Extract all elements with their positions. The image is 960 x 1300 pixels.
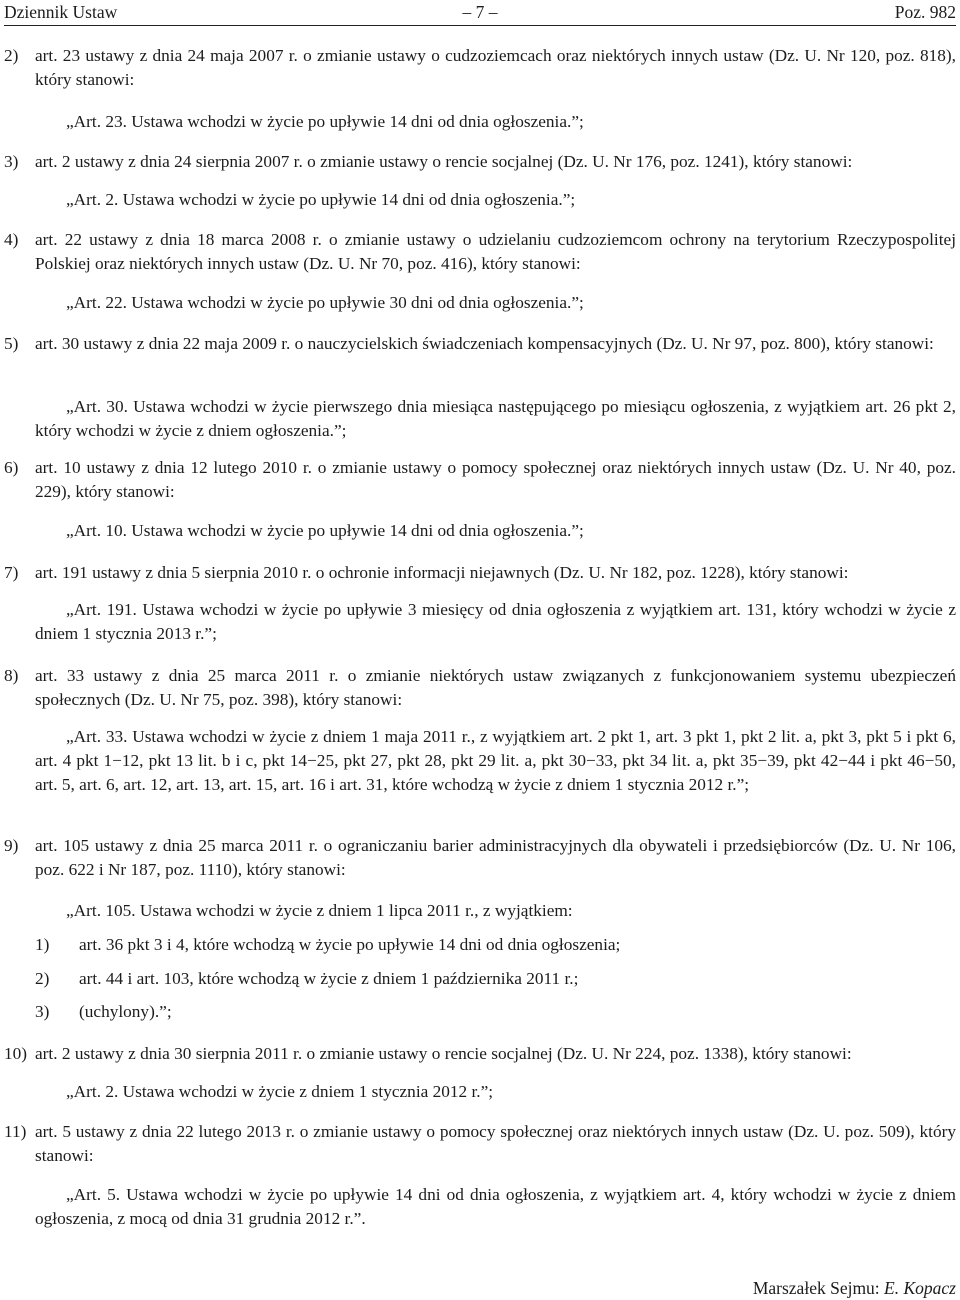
item-number: 3) (4, 152, 19, 171)
item-number: 6) (4, 458, 19, 477)
signature (753, 1276, 956, 1300)
item-number: 11) (4, 1122, 27, 1141)
quote-text: „Art. 10. Ustawa wchodzi w życie po upływie 14 dni od dnia ogłoszenia.”; (66, 521, 584, 540)
quote-text: „Art. 5. Ustawa wchodzi w życie po upływie 14 dni od dnia ogłoszenia, z wyjątkiem art. 4, który wchodzi w życie z dniem ogłoszenia, z mocą od dnia 31 grudnia 2012 r.”. (35, 1185, 956, 1228)
quote-text: „Art. 2. Ustawa wchodzi w życie po upływie 14 dni od dnia ogłoszenia.”; (66, 190, 576, 209)
item-text: art. 2 ustawy z dnia 30 sierpnia 2011 r. o zmianie ustawy o rencie socjalnej (Dz. U. Nr 224, poz. 1338), który stanowi: (35, 1044, 852, 1063)
item-text: art. 105 ustawy z dnia 25 marca 2011 r. o ograniczaniu barier administracyjnych dla obywateli i przedsiębiorców (Dz. U. Nr 106, poz. 622 i Nr 187, poz. 1110), który stanowi: (35, 836, 956, 879)
page-number: – 7 – (462, 2, 498, 22)
quote-text: „Art. 33. Ustawa wchodzi w życie z dniem 1 maja 2011 r., z wyjątkiem art. 2 pkt 1, art. 3 pkt 1, pkt 2 lit. a, pkt 3, pkt 5 i pkt 6, art. 4 pkt 1−12, pkt 13 lit. b i c, pkt 14−25, pkt 27, pkt 28, pkt 29 lit. a, pkt 30−33, pkt 34 lit. a, pkt 35−39, pkt 42−44 i pkt 46−50, art. 5, art. 6, art. 12, art. 13, art. 15, art. 16 i art. 31, które wchodzą w życie z dniem 1 stycznia 2012 r.”; (35, 727, 956, 794)
quote-text: „Art. 105. Ustawa wchodzi w życie z dniem 1 lipca 2011 r., z wyjątkiem: (66, 901, 573, 920)
sub-list-item (35, 933, 956, 957)
sub-item-text: art. 36 pkt 3 i 4, które wchodzą w życie po upływie 14 dni od dnia ogłoszenia; (79, 935, 621, 954)
quoted-article (35, 725, 956, 797)
list-item (4, 664, 956, 712)
signature-name: E. Kopacz (884, 1278, 956, 1298)
item-text: art. 191 ustawy z dnia 5 sierpnia 2010 r. o ochronie informacji niejawnych (Dz. U. Nr 182, poz. 1228), który stanowi: (35, 563, 849, 582)
quoted-article (35, 291, 956, 315)
item-number: 2) (4, 46, 19, 65)
item-number: 4) (4, 230, 19, 249)
quoted-article (35, 598, 956, 646)
list-item (4, 150, 956, 174)
list-item (4, 228, 956, 276)
item-text: art. 5 ustawy z dnia 22 lutego 2013 r. o zmianie ustawy o pomocy społecznej oraz niektórych innych ustaw (Dz. U. poz. 509), który stanowi: (35, 1122, 956, 1165)
item-text: art. 22 ustawy z dnia 18 marca 2008 r. o zmianie ustawy o udzielaniu cudzoziemcom ochrony na terytorium Rzeczypospolitej Polskiej oraz niektórych innych ustaw (Dz. U. Nr 70, poz. 416), który stanowi: (35, 230, 956, 273)
header-rule (4, 25, 956, 26)
item-number: 9) (4, 836, 19, 855)
list-item (4, 561, 956, 585)
signature-label: Marszałek Sejmu: (752, 1278, 880, 1298)
sub-item-number: 1) (35, 935, 50, 954)
list-item (4, 456, 956, 504)
item-number: 7) (4, 563, 19, 582)
list-item (4, 44, 956, 92)
item-number: 8) (4, 666, 19, 685)
sub-item-text: (uchylony).”; (79, 1002, 172, 1021)
quote-text: „Art. 2. Ustawa wchodzi w życie z dniem 1 stycznia 2012 r.”; (66, 1082, 494, 1101)
quoted-article (35, 1183, 956, 1231)
item-number: 5) (4, 334, 19, 353)
item-number: 10) (4, 1044, 28, 1063)
quoted-article (35, 188, 956, 212)
sub-list-item (35, 967, 956, 991)
quoted-article (35, 1080, 956, 1104)
quoted-article (35, 899, 956, 923)
list-item (4, 1042, 956, 1066)
quote-text: „Art. 23. Ustawa wchodzi w życie po upływie 14 dni od dnia ogłoszenia.”; (66, 112, 584, 131)
quote-text: „Art. 191. Ustawa wchodzi w życie po upływie 3 miesięcy od dnia ogłoszenia z wyjątkiem art. 131, który wchodzi w życie z dniem 1 stycznia 2013 r.”; (35, 600, 956, 643)
list-item (4, 1120, 956, 1168)
list-item (4, 332, 956, 356)
journal-title: Dziennik Ustaw (4, 2, 118, 22)
list-item (4, 834, 956, 882)
item-text: art. 2 ustawy z dnia 24 sierpnia 2007 r. o zmianie ustawy o rencie socjalnej (Dz. U. Nr 176, poz. 1241), który stanowi: (35, 152, 853, 171)
quoted-article (35, 519, 956, 543)
quoted-article (35, 395, 956, 443)
quote-text: „Art. 30. Ustawa wchodzi w życie pierwszego dnia miesiąca następującego po miesiącu ogłoszenia, z wyjątkiem art. 26 pkt 2, który wchodzi w życie z dniem ogłoszenia.”; (35, 397, 956, 440)
page-header (4, 0, 956, 26)
item-text: art. 33 ustawy z dnia 25 marca 2011 r. o zmianie niektórych ustaw związanych z funkcjonowaniem systemu ubezpieczeń społecznych (Dz. U. Nr 75, poz. 398), który stanowi: (35, 666, 956, 709)
sub-list-item (35, 1000, 956, 1024)
sub-item-number: 2) (35, 969, 50, 988)
quoted-article (35, 110, 956, 134)
item-text: art. 23 ustawy z dnia 24 maja 2007 r. o zmianie ustawy o cudzoziemcach oraz niektórych innych ustaw (Dz. U. Nr 120, poz. 818), który stanowi: (35, 46, 956, 89)
position-number: Poz. 982 (894, 2, 956, 22)
sub-item-number: 3) (35, 1002, 50, 1021)
item-text: art. 10 ustawy z dnia 12 lutego 2010 r. o zmianie ustawy o pomocy społecznej oraz niektórych innych ustaw (Dz. U. Nr 40, poz. 229), który stanowi: (35, 458, 956, 501)
quote-text: „Art. 22. Ustawa wchodzi w życie po upływie 30 dni od dnia ogłoszenia.”; (66, 293, 584, 312)
item-text: art. 30 ustawy z dnia 22 maja 2009 r. o nauczycielskich świadczeniach kompensacyjnych (Dz. U. Nr 97, poz. 800), który stanowi: (35, 334, 934, 353)
sub-item-text: art. 44 i art. 103, które wchodzą w życie z dniem 1 października 2011 r.; (79, 969, 579, 988)
